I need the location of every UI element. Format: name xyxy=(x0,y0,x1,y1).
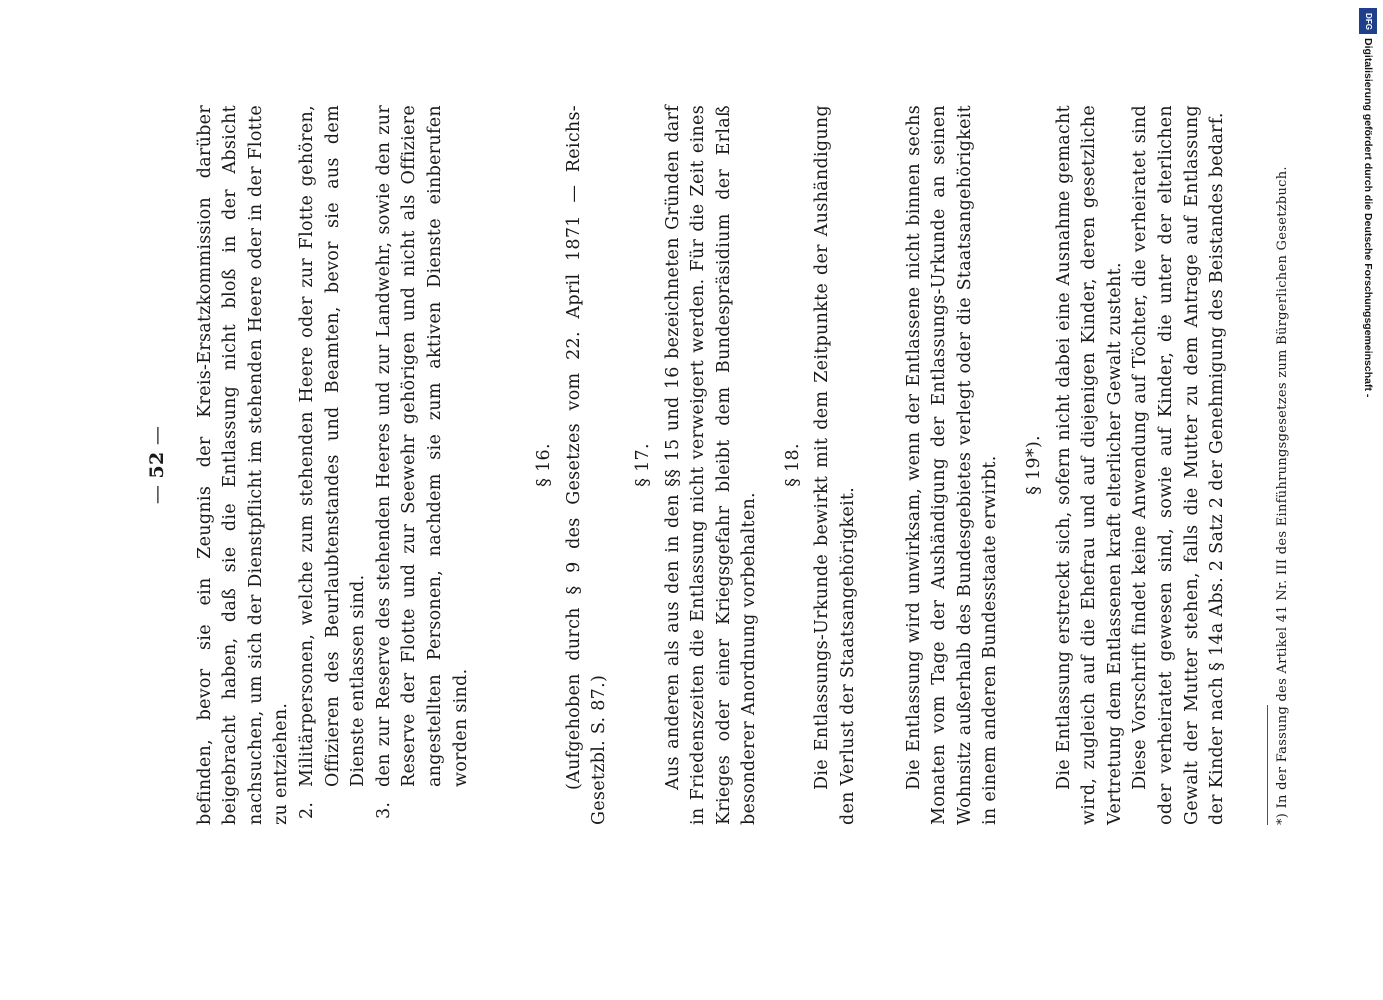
list-number: 2. xyxy=(296,801,317,819)
footnote: *) In der Fassung des Artikel 41 Nr. III des Einführungsgesetzes zum Bürgerlichen Gesetzbuch. xyxy=(1274,166,1290,825)
section-19-text-2: Diese Vorschrift findet keine Anwendung auf Töchter, die verheiratet sind oder verheiratet gewesen sind, sowie auf Kinder, die unter der elterlichen Gewalt der Mutter stehen, falls die Mutter zu dem Antrage auf Entlassung der Kinder nach § 14a Abs. 2 Satz 2 der Genehmigung des Beistandes bedarf. xyxy=(1130,105,1228,825)
section-17-text: Aus anderen als aus den in den §§ 15 und 16 bezeichneten Gründen darf in Friedenszeiten die Entlassung nicht verweigert werden. Für die Zeit eines Krieges oder einer Kriegsgefahr bleibt dem Bundespräsidium der Erlaß besonderer Anordnung vorbehalten. xyxy=(662,105,760,825)
list-item xyxy=(372,105,474,825)
dfg-stamp xyxy=(1359,8,1377,398)
list-text: den zur Reserve des stehenden Heeres und zur Landwehr, sowie den zur Reserve der Flotte und zur Seewehr gehörigen und nicht als Offiziere angestellten Personen, nachdem sie zum aktiven Dienste einberufen worden sind. xyxy=(373,105,471,787)
section-19-text: Die Entlassung erstreckt sich, sofern nicht dabei eine Ausnahme gemacht wird, zugleich auf die Ehefrau und auf diejenigen Kinder, deren gesetzliche Vertretung dem Entlassenen kraft elterlicher Gewalt zusteht. xyxy=(1053,105,1125,825)
section-heading-19: § 19*). xyxy=(1024,435,1045,495)
section-16-text: (Aufgehoben durch § 9 des Gesetzes vom 22. April 1871 — Reichs-Gesetzbl. S. 87.) xyxy=(563,105,610,825)
list-number: 3. xyxy=(373,801,394,819)
list-item xyxy=(295,105,372,825)
section-heading-17: § 17. xyxy=(632,443,653,487)
page-number: — 52 — xyxy=(146,425,168,505)
footnote-rule xyxy=(1267,705,1268,825)
dfg-stamp-text: Digitalisierung gefördert durch die Deutsche Forschungsgemeinschaft - xyxy=(1362,38,1374,398)
section-heading-16: § 16. xyxy=(534,443,555,487)
list-text: Militärpersonen, welche zum stehenden Heere oder zur Flotte gehören, Offizieren des Beurlaubtenstandes und Beamten, bevor sie aus dem Dienste entlassen sind. xyxy=(296,105,369,787)
section-18-text-2: Die Entlassung wird unwirksam, wenn der Entlassene nicht binnen sechs Monaten vom Tage der Aushändigung der Entlassungs-Urkunde an seinen Wohnsitz außerhalb des Bundesgebietes verlegt oder die Staatsangehörigkeit in einem anderen Bundesstaate erwirbt. xyxy=(903,105,1001,825)
section-heading-18: § 18. xyxy=(782,443,803,487)
section-18-text: Die Entlassungs-Urkunde bewirkt mit dem Zeitpunkte der Aushändigung den Verlust der Staatsangehörigkeit. xyxy=(812,105,859,825)
paragraph-continuation: befinden, bevor sie ein Zeugnis der Kreis-Ersatzkommission darüber beigebracht haben, daß sie die Entlassung nicht bloß in der Absicht nachsuchen, um sich der Dienstpflicht im stehenden Heere oder in der Flotte zu entziehen. xyxy=(194,105,292,825)
page-content xyxy=(145,105,1292,825)
dfg-logo: DFG xyxy=(1359,8,1377,34)
